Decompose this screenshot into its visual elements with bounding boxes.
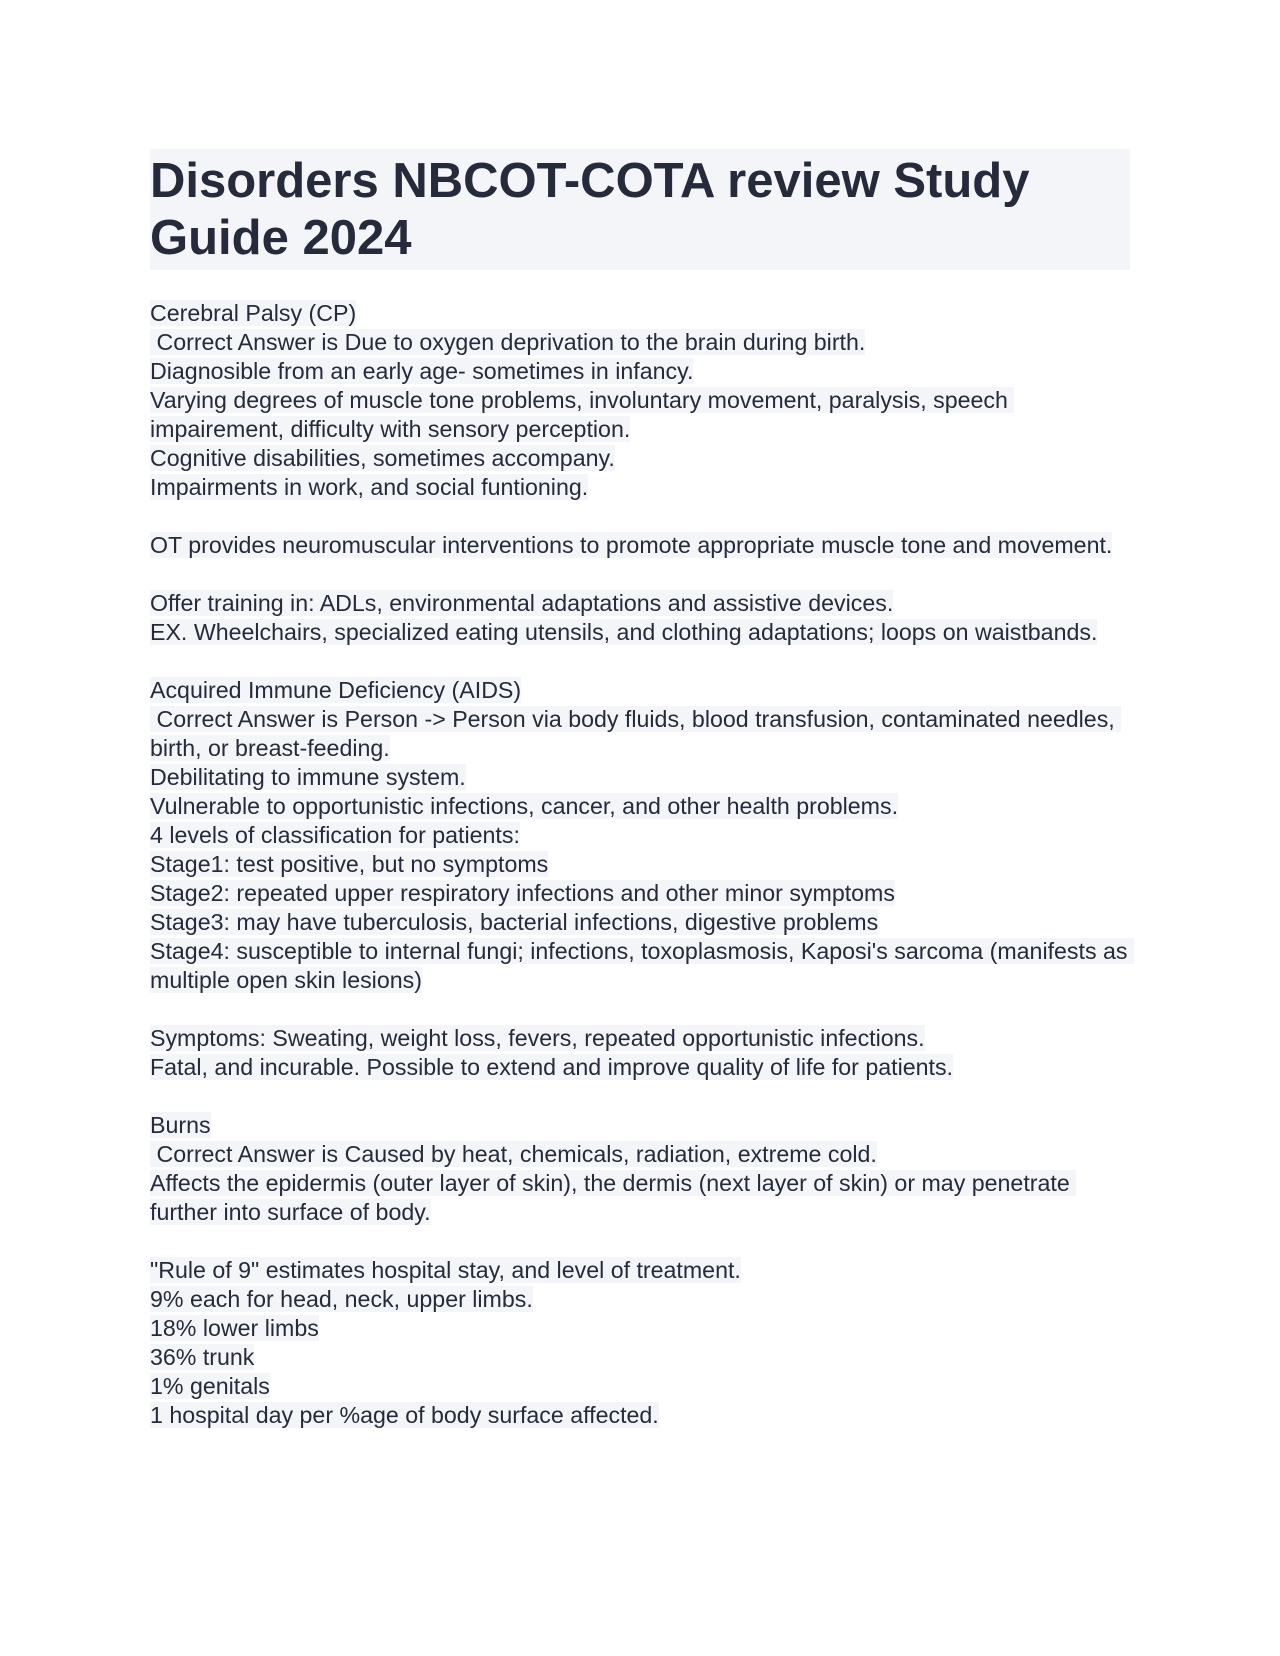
text-line-content: "Rule of 9" estimates hospital stay, and level of treatment. (150, 1257, 741, 1283)
paragraph-spacer (150, 560, 1130, 589)
text-line-content: Cognitive disabilities, sometimes accompany. (150, 445, 615, 471)
text-line (150, 937, 1134, 995)
text-line (150, 357, 1130, 386)
text-line-content: 1% genitals (150, 1373, 270, 1399)
text-line (150, 1169, 1130, 1227)
paragraph-spacer (150, 1227, 1130, 1256)
text-line-content: Vulnerable to opportunistic infections, cancer, and other health problems. (150, 793, 899, 819)
text-line-content: Stage3: may have tuberculosis, bacterial infections, digestive problems (150, 909, 879, 935)
text-line-content: Stage1: test positive, but no symptoms (150, 851, 549, 877)
text-line-content: Impairments in work, and social funtioning. (150, 474, 589, 500)
text-line-content: OT provides neuromuscular interventions to promote appropriate muscle tone and movement. (150, 532, 1113, 558)
text-line (150, 1285, 1130, 1314)
text-line (150, 328, 1130, 357)
text-line (150, 589, 1130, 618)
text-line (150, 821, 1130, 850)
text-line (150, 1372, 1130, 1401)
text-line (150, 299, 1130, 328)
text-line (150, 850, 1130, 879)
document-body (150, 299, 1134, 1430)
text-line-content: Affects the epidermis (outer layer of skin), the dermis (next layer of skin) or may penetrate further into surface of body. (150, 1170, 1077, 1225)
text-line (150, 1401, 1130, 1430)
text-line-content: Varying degrees of muscle tone problems, involuntary movement, paralysis, speech impairement, difficulty with sensory perception. (150, 387, 1015, 442)
text-line-content: Correct Answer is Caused by heat, chemicals, radiation, extreme cold. (150, 1141, 877, 1167)
text-line-content: Symptoms: Sweating, weight loss, fevers, repeated opportunistic infections. (150, 1025, 925, 1051)
text-line (150, 879, 1130, 908)
text-line (150, 1111, 1130, 1140)
text-line (150, 1343, 1130, 1372)
text-line-content: 9% each for head, neck, upper limbs. (150, 1286, 533, 1312)
text-line (150, 1140, 1130, 1169)
text-line-content: 4 levels of classification for patients: (150, 822, 520, 848)
paragraph-spacer (150, 647, 1130, 676)
text-line-content: Acquired Immune Deficiency (AIDS) (150, 677, 522, 703)
text-line-content: EX. Wheelchairs, specialized eating utensils, and clothing adaptations; loops on waistbands. (150, 619, 1098, 645)
text-line-content: Diagnosible from an early age- sometimes in infancy. (150, 358, 694, 384)
text-line (150, 1314, 1130, 1343)
text-line (150, 531, 1130, 560)
text-line (150, 705, 1130, 763)
text-line (150, 676, 1130, 705)
text-line (150, 1256, 1130, 1285)
document-title: Disorders NBCOT-COTA review Study Guide 2024 (150, 154, 1030, 265)
text-line (150, 444, 1130, 473)
paragraph-spacer (150, 1082, 1130, 1111)
text-line (150, 386, 1130, 444)
text-line (150, 618, 1130, 647)
text-line-content: Offer training in: ADLs, environmental adaptations and assistive devices. (150, 590, 894, 616)
document-page (150, 149, 1134, 1430)
text-line (150, 1053, 1130, 1082)
title-block (150, 149, 1130, 270)
paragraph-spacer (150, 995, 1130, 1024)
text-line-content: Correct Answer is Person -> Person via body fluids, blood transfusion, contaminated needles, birth, or breast-feeding. (150, 706, 1122, 761)
text-line-content: Fatal, and incurable. Possible to extend and improve quality of life for patients. (150, 1054, 954, 1080)
text-line-content: 36% trunk (150, 1344, 255, 1370)
text-line (150, 792, 1130, 821)
text-line-content: Correct Answer is Due to oxygen deprivation to the brain during birth. (150, 329, 866, 355)
text-line-content: Debilitating to immune system. (150, 764, 466, 790)
text-line-content: Burns (150, 1112, 211, 1138)
paragraph-spacer (150, 502, 1130, 531)
text-line (150, 1024, 1130, 1053)
text-line (150, 473, 1130, 502)
text-line (150, 908, 1130, 937)
text-line-content: 1 hospital day per %age of body surface affected. (150, 1402, 659, 1428)
text-line-content: Stage4: susceptible to internal fungi; infections, toxoplasmosis, Kaposi's sarcoma (manifests as multiple open skin lesions) (150, 938, 1134, 993)
text-line-content: Stage2: repeated upper respiratory infections and other minor symptoms (150, 880, 895, 906)
text-line (150, 763, 1130, 792)
text-line-content: Cerebral Palsy (CP) (150, 300, 357, 326)
text-line-content: 18% lower limbs (150, 1315, 319, 1341)
